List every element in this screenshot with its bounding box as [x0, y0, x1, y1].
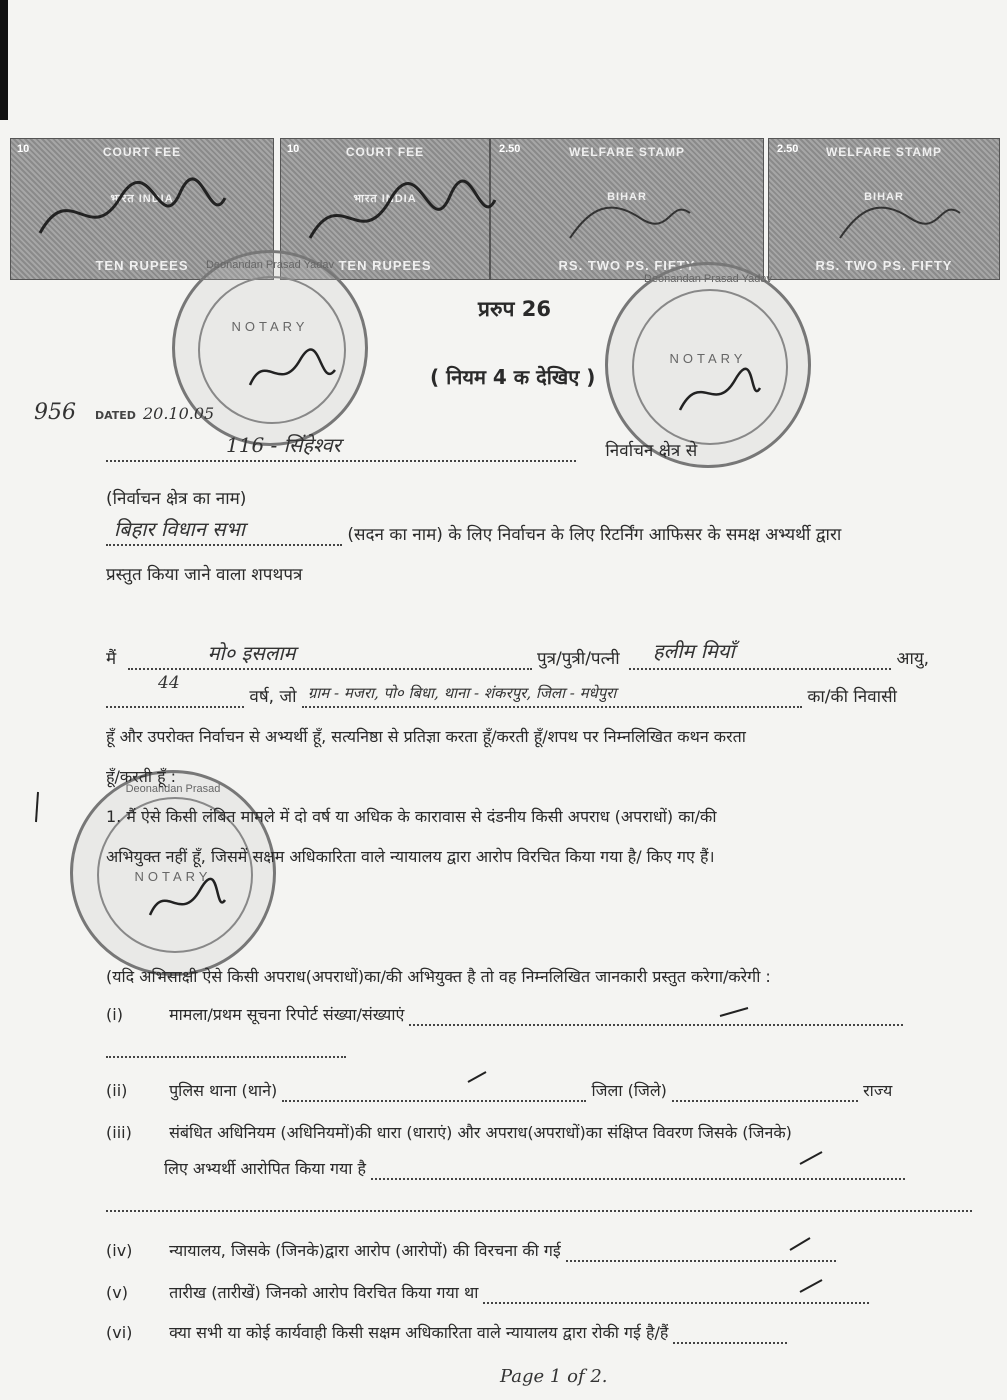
serial-date: 20.10.05 [142, 404, 215, 423]
stamp-middle-label: BIHAR [864, 191, 904, 203]
cross-mark [720, 1008, 748, 1016]
item-text: तारीख (तारीखें) जिनको आरोप विरचित किया गया था [169, 1283, 479, 1302]
oath-line-4: हूँ/करती हूँ : [106, 767, 177, 786]
signature-scribble [250, 349, 335, 385]
item-text: मामला/प्रथम सूचना रिपोर्ट संख्या/संख्याएं [169, 1005, 405, 1024]
clause-1-line-2: अभियुक्त नहीं हूँ, जिसमें सक्षम अधिकारिता वाले न्यायालय द्वारा आरोप विरचित किया गया है/ किए गए हैं। [106, 847, 715, 866]
oath-line-1 [106, 639, 930, 670]
item-number: (vi) [106, 1323, 133, 1342]
serial-number: 956 [34, 400, 76, 425]
name-value: मो० इसलाम [207, 641, 296, 665]
seal-ring-text: Deonandan Prasad Yadav [643, 273, 773, 285]
item-number: (iii) [106, 1123, 132, 1142]
constituency-line [106, 433, 698, 462]
seal-notary-word: NOTARY [134, 869, 212, 884]
age-value: 44 [158, 673, 180, 693]
stamp-value: 10 [287, 143, 300, 155]
address-field [302, 684, 802, 708]
signature-scribble [680, 369, 760, 410]
stamp-top-label: WELFARE STAMP [568, 145, 686, 159]
stamp-middle-label: भारत INDIA [110, 193, 174, 205]
father-field [629, 639, 891, 670]
house-line [106, 517, 842, 546]
stamp-top-label: WELFARE STAMP [825, 145, 943, 159]
house-text: (सदन का नाम) के लिए निर्वाचन के लिए रिटर्निंग आफिसर के समक्ष अभ्यर्थी द्वारा [347, 525, 842, 545]
dated-label: DATED [95, 409, 136, 422]
seal-notary-word: NOTARY [669, 351, 747, 366]
cross-mark [800, 1280, 822, 1292]
item-vi [106, 1322, 787, 1344]
serial-line [34, 400, 214, 425]
item-text: न्यायालय, जिसके (जिनके)द्वारा आरोप (आरोपों) की विरचना की गई [169, 1241, 561, 1260]
constituency-suffix: निर्वाचन क्षेत्र से [605, 441, 698, 461]
stamp-value: 10 [17, 143, 30, 155]
age-label: आयु, [896, 649, 930, 669]
item-text: पुलिस थाना (थाने) [169, 1081, 278, 1100]
if-accused-intro: (यदि अभिसाक्षी ऐसे किसी अपराध(अपराधों)का/की अभियुक्त है तो वह निम्नलिखित जानकारी प्रस्तुत करेगा/करेगी : [106, 967, 771, 986]
margin-mark [36, 792, 38, 822]
item-number: (ii) [106, 1081, 128, 1100]
oath-line-3: हूँ और उपरोक्त निर्वाचन से अभ्यर्थी हूँ, सत्यनिष्ठा से प्रतिज्ञा करता हूँ/करती हूँ/शपथ पर निम्नलिखित कथन करता [106, 727, 746, 746]
state-label: राज्य [863, 1081, 893, 1100]
item-field [673, 1324, 787, 1344]
house-value: बिहार विधान सभा [114, 517, 245, 541]
rule-reference: ( नियम 4 क देखिए ) [430, 365, 596, 389]
constituency-caption: (निर्वाचन क्षेत्र का नाम) [106, 489, 247, 509]
cross-marks [0, 980, 1007, 1310]
form-title: प्ररुप 26 [478, 297, 551, 321]
address-value: ग्राम - मजरा, पो० बिधा, थाना - शंकरपुर, जिला - मधेपुरा [307, 684, 617, 702]
oath-i-label: मैं [106, 649, 117, 669]
item-number: (iv) [106, 1241, 133, 1260]
stamp-value: 2.50 [499, 143, 521, 155]
stamp-middle-label: भारत INDIA [353, 193, 417, 205]
seal-ring-text: Deonandan Prasad Yadav [205, 259, 335, 271]
name-field [128, 641, 532, 670]
item-text: लिए अभ्यर्थी आरोपित किया गया है [164, 1159, 366, 1178]
father-value: हलीम मियाँ [653, 639, 735, 663]
stamp-bottom-label: RS. TWO PS. FIFTY [815, 258, 953, 273]
page-note: Page 1 of 2. [500, 1366, 608, 1387]
cross-mark [790, 1238, 810, 1250]
stamp-top-label: COURT FEE [102, 145, 182, 159]
relation-label: पुत्र/पुत्री/पत्नी [536, 649, 620, 669]
resident-label: का/की निवासी [807, 687, 897, 707]
seal-ring-text: Deonandan Prasad [125, 783, 221, 795]
year-label: वर्ष, जो [249, 687, 297, 707]
item-number: (v) [106, 1283, 128, 1302]
house-field [106, 517, 342, 546]
house-text-cont: प्रस्तुत किया जाने वाला शपथपत्र [106, 565, 303, 585]
clause-1-line-1: 1. मैं ऐसे किसी लंबित मामले में दो वर्ष या अधिक के कारावास से दंडनीय किसी अपराध (अपराधों) का/की [106, 807, 717, 826]
cross-mark [800, 1152, 822, 1164]
signature-scribble [150, 879, 225, 915]
stamp-top-label: COURT FEE [345, 145, 425, 159]
stamp-bottom-label: TEN RUPEES [338, 258, 432, 273]
seal-notary-word: NOTARY [231, 319, 309, 334]
district-label: जिला (जिले) [591, 1081, 667, 1100]
age-field [106, 673, 244, 708]
constituency-field [106, 433, 576, 462]
item-text: क्या सभी या कोई कार्यवाही किसी सक्षम अधिकारिता वाले न्यायालय द्वारा रोकी गई है/हैं [169, 1323, 669, 1342]
oath-line-2 [106, 673, 897, 708]
item-number: (i) [106, 1005, 123, 1024]
stamp-bottom-label: RS. TWO PS. FIFTY [558, 258, 696, 273]
stamp-middle-label: BIHAR [607, 191, 647, 203]
stamp-bottom-label: TEN RUPEES [95, 258, 189, 273]
item-text: संबंधित अधिनियम (अधिनियमों)की धारा (धाराएं) और अपराध(अपराधों)का संक्षिप्त विवरण जिसके (जिनके) [169, 1123, 792, 1142]
stamp-value: 2.50 [777, 143, 799, 155]
constituency-value: 116 - सिंहेश्वर [226, 433, 341, 457]
cross-mark [468, 1072, 486, 1082]
